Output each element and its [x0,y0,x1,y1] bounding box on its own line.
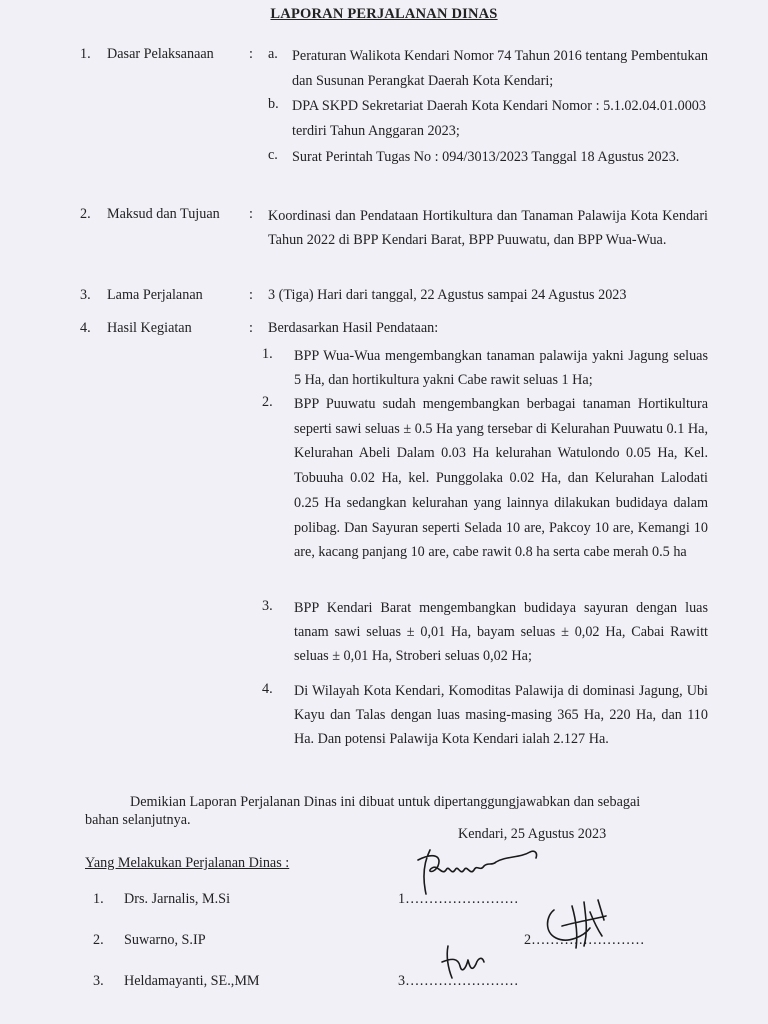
signers-heading: Yang Melakukan Perjalanan Dinas : [85,855,290,871]
closing-line-1: Demikian Laporan Perjalanan Dinas ini dibuat untuk dipertanggungjawabkan dan sebagai [130,794,641,810]
section-1-label: Dasar Pelaksanaan [107,46,214,62]
section-3-colon: : [249,287,253,303]
result-1-text: BPP Wua-Wua mengembangkan tanaman palawija yakni Jagung seluas 5 Ha, dan hortikultura yakni Cabe rawit seluas 1 Ha; [294,348,708,388]
signer-3-sign-line: 3…………………… [398,973,519,989]
place-date: Kendari, 25 Agustus 2023 [458,826,607,842]
section-3-text: 3 (Tiga) Hari dari tanggal, 22 Agustus sampai 24 Agustus 2023 [268,287,627,303]
closing-line-2: bahan selanjutnya. [85,812,191,828]
result-2-text: BPP Puuwatu sudah mengembangkan berbagai tanaman Hortikultura seperti sawi seluas ± 0.5 Ha yang tersebar di Kelurahan Puuwatu 0.1 Ha, Kelurahan Abeli Dalam 0.03 Ha kelurahan Watulondo 0.05 Ha, Kel. Tobuuha 0.02 Ha, kel. Punggolaka 0.02 Ha, dan Kelurahan Lalodati 0.25 Ha sedangkan kelurahan yang lainnya dilakukan budidaya dalam polibag. Dan Sayuran seperti Selada 10 are, Pakcoy 10 are, Kemangi 10 are, kacang panjang 10 are, cabe rawit 0.8 ha serta cabe merah 0.5 ha [294,396,708,561]
item-1b-text: DPA SKPD Sekretariat Daerah Kota Kendari Nomor : 5.1.02.04.01.0003 terdiri Tahun Anggaran 2023; [292,98,706,139]
signature-3 [438,940,498,984]
document-title: LAPORAN PERJALANAN DINAS [270,6,498,22]
section-2-colon: : [249,206,253,222]
result-4-text: Di Wilayah Kota Kendari, Komoditas Palawija di dominasi Jagung, Ubi Kayu dan Talas dengan luas masing-masing 365 Ha, 220 Ha, dan 110 Ha. Dan potensi Palawija Kota Kendari ialah 2.127 Ha. [294,683,708,747]
section-2-label: Maksud dan Tujuan [107,206,220,222]
section-2-text: Koordinasi dan Pendataan Hortikultura dan Tanaman Palawija Kota Kendari Tahun 2022 di BPP Kendari Barat, BPP Puuwatu, dan BPP Wua-Wua. [268,208,708,248]
section-1-number: 1. [80,46,91,62]
result-3-number: 3. [262,598,273,614]
signature-2 [532,896,622,956]
signer-2-number: 2. [93,932,104,948]
section-1-colon: : [249,46,253,62]
item-1c-letter: c. [268,147,278,163]
section-4-number: 4. [80,320,91,336]
signer-1-sign-line: 1…………………… [398,891,519,907]
section-3-label: Lama Perjalanan [107,287,203,303]
signer-1-number: 1. [93,891,104,907]
result-1-number: 1. [262,346,273,362]
section-4-colon: : [249,320,253,336]
result-3-text: BPP Kendari Barat mengembangkan budidaya sayuran dengan luas tanam sawi seluas ± 0,01 Ha, bayam seluas ± 0,02 Ha, Cabai Rawitt seluas ± 0,01 Ha, Stroberi seluas 0,02 Ha; [294,600,708,664]
item-1b-letter: b. [268,96,279,112]
signer-2-name: Suwarno, S.IP [124,932,206,948]
signer-3-name: Heldamayanti, SE.,MM [124,973,260,989]
section-3-number: 3. [80,287,91,303]
item-1a-letter: a. [268,46,278,62]
signature-1 [408,842,548,902]
result-4-number: 4. [262,681,273,697]
signer-1-name: Drs. Jarnalis, M.Si [124,891,231,907]
signer-2-sign-line: 2…………………… [524,932,645,948]
result-2-number: 2. [262,394,273,410]
item-1a-text: Peraturan Walikota Kendari Nomor 74 Tahun 2016 tentang Pembentukan dan Susunan Perangkat Daerah Kota Kendari; [292,48,708,89]
item-1c-text: Surat Perintah Tugas No : 094/3013/2023 Tanggal 18 Agustus 2023. [292,149,680,165]
section-4-label: Hasil Kegiatan [107,320,192,336]
section-2-number: 2. [80,206,91,222]
section-4-intro: Berdasarkan Hasil Pendataan: [268,320,439,336]
signer-3-number: 3. [93,973,104,989]
